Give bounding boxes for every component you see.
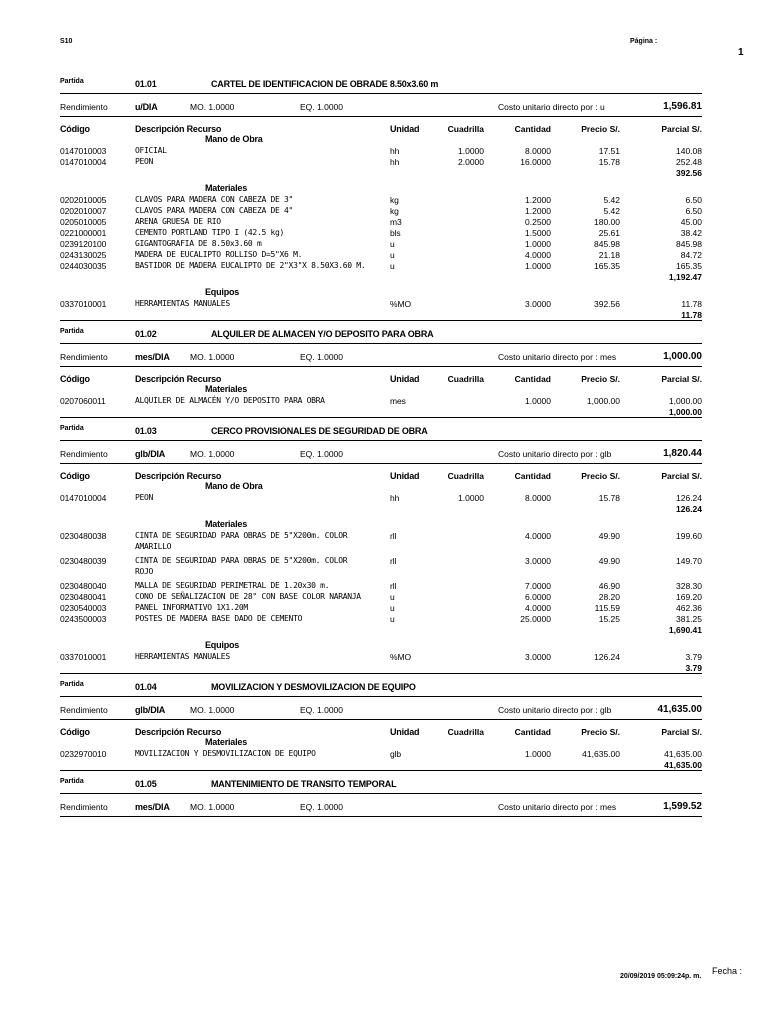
- resource-code: 0202010007: [60, 206, 107, 216]
- resource-unit: u: [390, 603, 395, 613]
- resource-description-continued: AMARILLO: [135, 542, 172, 551]
- partida-number: 01.02: [135, 329, 157, 339]
- resource-cantidad: 25.0000: [520, 614, 551, 624]
- mo-value: MO. 1.0000: [190, 705, 235, 715]
- col-codigo: Código: [60, 471, 90, 481]
- unit-cost-label: Costo unitario directo por : glb: [498, 705, 612, 715]
- resource-unit: kg: [390, 206, 399, 216]
- col-precio: Precio S/.: [581, 471, 620, 481]
- resource-precio: 5.42: [603, 195, 620, 205]
- resource-parcial: 149.70: [676, 556, 702, 566]
- partida-label: Partida: [60, 328, 84, 335]
- resource-code: 0243130025: [60, 250, 107, 260]
- resource-unit: kg: [390, 195, 399, 205]
- page-number: 1: [738, 47, 744, 58]
- group-name: Equipos: [205, 287, 240, 297]
- rendimiento-label: Rendimiento: [60, 102, 108, 112]
- resource-code: 0243500003: [60, 614, 107, 624]
- partida-separator: [60, 440, 702, 441]
- resource-parcial: 328.30: [676, 581, 702, 591]
- resource-parcial: 199.60: [676, 531, 702, 541]
- col-precio: Precio S/.: [581, 727, 620, 737]
- partida-title: CERCO PROVISIONALES DE SEGURIDAD DE OBRA: [211, 426, 428, 436]
- resource-precio: 180.00: [594, 217, 620, 227]
- group-subtotal: 11.78: [681, 310, 702, 320]
- eq-value: EQ. 1.0000: [300, 705, 344, 715]
- resource-description: PEON: [135, 493, 154, 502]
- resource-precio: 15.78: [598, 493, 620, 503]
- col-unidad: Unidad: [390, 374, 420, 384]
- group-subtotal: 126.24: [676, 504, 702, 514]
- resource-parcial: 6.50: [685, 206, 702, 216]
- resource-cuadrilla: 1.0000: [458, 493, 484, 503]
- col-cantidad: Cantidad: [514, 471, 551, 481]
- resource-cantidad: 3.0000: [525, 556, 551, 566]
- rendimiento-unit: mes/DIA: [135, 802, 170, 812]
- resource-cantidad: 4.0000: [525, 250, 551, 260]
- resource-precio: 17.51: [598, 146, 620, 156]
- resource-unit: rll: [390, 581, 397, 591]
- partida-end-separator: [60, 320, 702, 321]
- resource-cantidad: 4.0000: [525, 603, 551, 613]
- group-name: Mano de Obra: [205, 134, 263, 144]
- mo-value: MO. 1.0000: [190, 449, 235, 459]
- resource-unit: %MO: [390, 299, 411, 309]
- col-descripcion: Descripción Recurso: [135, 124, 222, 134]
- col-descripcion: Descripción Recurso: [135, 471, 222, 481]
- rendimiento-unit: glb/DIA: [135, 705, 166, 715]
- resource-code: 0244030035: [60, 261, 107, 271]
- resource-parcial: 462.36: [676, 603, 702, 613]
- page-label: Página :: [630, 38, 658, 45]
- partida-separator: [60, 343, 702, 344]
- partida-end-separator: [60, 770, 702, 771]
- resource-code: 0239120100: [60, 239, 107, 249]
- resource-code: 0207060011: [60, 396, 106, 406]
- resource-description: ARENA GRUESA DE RIO: [135, 217, 221, 226]
- resource-description: MADERA DE EUCALIPTO ROLLISO D=5"X6 M.: [135, 250, 303, 259]
- resource-cantidad: 4.0000: [525, 531, 551, 541]
- col-cuadrilla: Cuadrilla: [447, 471, 484, 481]
- resource-cantidad: 3.0000: [525, 299, 551, 309]
- resource-cantidad: 1.0000: [525, 749, 551, 759]
- resource-unit: glb: [390, 749, 402, 759]
- col-codigo: Código: [60, 727, 90, 737]
- col-unidad: Unidad: [390, 471, 420, 481]
- resource-cantidad: 8.0000: [525, 493, 551, 503]
- resource-description: CEMENTO PORTLAND TIPO I (42.5 kg): [135, 228, 285, 237]
- resource-precio: 1,000.00: [586, 396, 620, 406]
- resource-unit: rll: [390, 556, 397, 566]
- partida-separator: [60, 93, 702, 94]
- rendimiento-label: Rendimiento: [60, 352, 108, 362]
- resource-precio: 28.20: [598, 592, 620, 602]
- resource-description: HERRAMIENTAS MANUALES: [135, 299, 230, 308]
- rendimiento-unit: glb/DIA: [135, 449, 166, 459]
- partida-label: Partida: [60, 681, 84, 688]
- mo-value: MO. 1.0000: [190, 352, 235, 362]
- resource-unit: u: [390, 261, 395, 271]
- resource-code: 0205010005: [60, 217, 107, 227]
- partida-label: Partida: [60, 425, 84, 432]
- col-unidad: Unidad: [390, 124, 420, 134]
- resource-parcial: 45.00: [680, 217, 702, 227]
- resource-parcial: 845.98: [676, 239, 702, 249]
- resource-parcial: 41,635.00: [664, 749, 702, 759]
- resource-precio: 15.78: [598, 157, 620, 167]
- resource-cantidad: 0.2500: [525, 217, 551, 227]
- col-parcial: Parcial S/.: [661, 471, 702, 481]
- resource-precio: 5.42: [603, 206, 620, 216]
- resource-precio: 25.61: [598, 228, 620, 238]
- resource-cantidad: 8.0000: [525, 146, 551, 156]
- col-parcial: Parcial S/.: [661, 727, 702, 737]
- resource-parcial: 140.08: [676, 146, 702, 156]
- resource-parcial: 11.78: [681, 299, 702, 309]
- resource-precio: 15.25: [598, 614, 620, 624]
- col-descripcion: Descripción Recurso: [135, 727, 222, 737]
- resource-description: CINTA DE SEGURIDAD PARA OBRAS DE 5"X200m. COLOR: [135, 556, 348, 565]
- resource-cantidad: 7.0000: [525, 581, 551, 591]
- rendimiento-label: Rendimiento: [60, 705, 108, 715]
- unit-cost-value: 1,000.00: [663, 351, 702, 362]
- rendimiento-separator: [60, 366, 702, 367]
- resource-code: 0337010001: [60, 299, 107, 309]
- resource-code: 0230480040: [60, 581, 107, 591]
- group-name: Materiales: [205, 519, 248, 529]
- partida-title: ALQUILER DE ALMACEN Y/O DEPOSITO PARA OBRA: [211, 329, 434, 339]
- col-precio: Precio S/.: [581, 374, 620, 384]
- resource-parcial: 1,000.00: [668, 396, 702, 406]
- mo-value: MO. 1.0000: [190, 802, 235, 812]
- group-subtotal: 1,192.47: [668, 272, 702, 282]
- resource-cantidad: 1.0000: [525, 396, 551, 406]
- group-name: Mano de Obra: [205, 481, 263, 491]
- resource-description: PANEL INFORMATIVO 1X1.20M: [135, 603, 248, 612]
- resource-code: 0147010004: [60, 157, 107, 167]
- resource-cantidad: 1.5000: [525, 228, 551, 238]
- resource-description-continued: ROJO: [135, 567, 154, 576]
- resource-description: ALQUILER DE ALMACÉN Y/O DEPOSITO PARA OBRA: [135, 396, 325, 405]
- resource-precio: 49.90: [598, 531, 620, 541]
- resource-description: GIGANTOGRAFIA DE 8.50x3.60 m: [135, 239, 262, 248]
- partida-number: 01.01: [135, 79, 157, 89]
- resource-unit: hh: [390, 157, 400, 167]
- resource-unit: bls: [390, 228, 401, 238]
- resource-code: 0232970010: [60, 749, 107, 759]
- col-precio: Precio S/.: [581, 124, 620, 134]
- resource-precio: 21.18: [598, 250, 620, 260]
- unit-cost-label: Costo unitario directo por : glb: [498, 449, 612, 459]
- resource-cantidad: 16.0000: [520, 157, 551, 167]
- eq-value: EQ. 1.0000: [300, 102, 344, 112]
- col-cuadrilla: Cuadrilla: [447, 727, 484, 737]
- report-code: S10: [60, 38, 73, 45]
- resource-cantidad: 6.0000: [525, 592, 551, 602]
- resource-unit: %MO: [390, 652, 411, 662]
- partida-separator: [60, 793, 702, 794]
- resource-description: CINTA DE SEGURIDAD PARA OBRAS DE 5"X200m. COLOR: [135, 531, 348, 540]
- unit-cost-label: Costo unitario directo por : mes: [498, 352, 617, 362]
- resource-description: HERRAMIENTAS MANUALES: [135, 652, 230, 661]
- partida-label: Partida: [60, 78, 84, 85]
- partida-number: 01.03: [135, 426, 157, 436]
- resource-precio: 49.90: [598, 556, 620, 566]
- resource-code: 0337010001: [60, 652, 107, 662]
- resource-code: 0202010005: [60, 195, 107, 205]
- rendimiento-unit: mes/DIA: [135, 352, 170, 362]
- resource-precio: 165.35: [594, 261, 620, 271]
- resource-description: MOVILIZACION Y DESMOVILIZACION DE EQUIPO: [135, 749, 316, 758]
- resource-precio: 46.90: [598, 581, 620, 591]
- resource-cantidad: 1.0000: [525, 261, 551, 271]
- col-parcial: Parcial S/.: [661, 374, 702, 384]
- partida-label: Partida: [60, 778, 84, 785]
- resource-cantidad: 1.0000: [525, 239, 551, 249]
- col-cantidad: Cantidad: [514, 124, 551, 134]
- resource-description: PEON: [135, 157, 154, 166]
- resource-unit: mes: [390, 396, 406, 406]
- resource-code: 0230540003: [60, 603, 107, 613]
- resource-parcial: 169.20: [676, 592, 702, 602]
- resource-cantidad: 3.0000: [525, 652, 551, 662]
- resource-cuadrilla: 2.0000: [458, 157, 484, 167]
- resource-parcial: 84.72: [680, 250, 702, 260]
- group-name: Materiales: [205, 183, 248, 193]
- print-timestamp: 20/09/2019 05:09:24p. m.: [620, 973, 702, 980]
- resource-code: 0147010004: [60, 493, 107, 503]
- resource-description: POSTES DE MADERA BASE DADO DE CEMENTO: [135, 614, 303, 623]
- resource-description: CLAVOS PARA MADERA CON CABEZA DE 4": [135, 206, 294, 215]
- partida-end-separator: [60, 417, 702, 418]
- resource-unit: u: [390, 250, 395, 260]
- col-parcial: Parcial S/.: [661, 124, 702, 134]
- group-subtotal: 1,000.00: [668, 407, 702, 417]
- group-subtotal: 3.79: [685, 663, 702, 673]
- resource-parcial: 3.79: [685, 652, 702, 662]
- rendimiento-separator: [60, 463, 702, 464]
- unit-cost-value: 1,599.52: [663, 801, 702, 812]
- resource-unit: hh: [390, 146, 400, 156]
- partida-title: MOVILIZACION Y DESMOVILIZACION DE EQUIPO: [211, 682, 416, 692]
- resource-precio: 126.24: [594, 652, 620, 662]
- date-label: Fecha :: [712, 966, 743, 976]
- resource-code: 0230480041: [60, 592, 107, 602]
- group-name: Materiales: [205, 384, 248, 394]
- resource-unit: rll: [390, 531, 397, 541]
- partida-number: 01.04: [135, 682, 157, 692]
- rendimiento-separator: [60, 816, 702, 817]
- partida-title: CARTEL DE IDENTIFICACION DE OBRADE 8.50x3.60 m: [211, 79, 439, 89]
- partida-end-separator: [60, 673, 702, 674]
- resource-precio: 392.56: [594, 299, 620, 309]
- col-cuadrilla: Cuadrilla: [447, 124, 484, 134]
- partida-separator: [60, 696, 702, 697]
- group-subtotal: 392.56: [676, 168, 702, 178]
- resource-code: 0147010003: [60, 146, 107, 156]
- resource-precio: 115.59: [594, 603, 620, 613]
- resource-cuadrilla: 1.0000: [458, 146, 484, 156]
- resource-unit: hh: [390, 493, 400, 503]
- resource-code: 0221000001: [60, 228, 107, 238]
- resource-code: 0230480039: [60, 556, 107, 566]
- mo-value: MO. 1.0000: [190, 102, 235, 112]
- resource-description: MALLA DE SEGURIDAD PERIMETRAL DE 1.20x30 m.: [135, 581, 330, 590]
- resource-cantidad: 1.2000: [525, 195, 551, 205]
- col-codigo: Código: [60, 374, 90, 384]
- eq-value: EQ. 1.0000: [300, 352, 344, 362]
- resource-parcial: 6.50: [685, 195, 702, 205]
- rendimiento-separator: [60, 116, 702, 117]
- resource-unit: m3: [390, 217, 402, 227]
- group-name: Equipos: [205, 640, 240, 650]
- resource-parcial: 126.24: [676, 493, 702, 503]
- resource-unit: u: [390, 239, 395, 249]
- resource-parcial: 165.35: [676, 261, 702, 271]
- unit-cost-value: 41,635.00: [657, 704, 702, 715]
- resource-parcial: 38.42: [680, 228, 702, 238]
- partida-title: MANTENIMIENTO DE TRANSITO TEMPORAL: [211, 779, 397, 789]
- unit-cost-label: Costo unitario directo por : mes: [498, 802, 617, 812]
- resource-code: 0230480038: [60, 531, 107, 541]
- col-cantidad: Cantidad: [514, 374, 551, 384]
- unit-cost-value: 1,820.44: [663, 448, 702, 459]
- eq-value: EQ. 1.0000: [300, 802, 344, 812]
- resource-unit: u: [390, 592, 395, 602]
- col-cuadrilla: Cuadrilla: [447, 374, 484, 384]
- eq-value: EQ. 1.0000: [300, 449, 344, 459]
- rendimiento-label: Rendimiento: [60, 449, 108, 459]
- partida-number: 01.05: [135, 779, 157, 789]
- resource-description: CLAVOS PARA MADERA CON CABEZA DE 3": [135, 195, 294, 204]
- resource-description: CONO DE SEÑALIZACION DE 28" CON BASE COLOR NARANJA: [135, 592, 361, 601]
- resource-description: OFICIAL: [135, 146, 167, 155]
- col-unidad: Unidad: [390, 727, 420, 737]
- unit-cost-value: 1,596.81: [663, 101, 702, 112]
- unit-cost-label: Costo unitario directo por : u: [498, 102, 605, 112]
- resource-parcial: 252.48: [676, 157, 702, 167]
- col-descripcion: Descripción Recurso: [135, 374, 222, 384]
- resource-precio: 41,635.00: [582, 749, 620, 759]
- resource-description: BASTIDOR DE MADERA EUCALIPTO DE 2"X3"X 8.50X3.60 M.: [135, 261, 366, 270]
- resource-precio: 845.98: [594, 239, 620, 249]
- group-name: Materiales: [205, 737, 248, 747]
- group-subtotal: 41,635.00: [664, 760, 702, 770]
- resource-unit: u: [390, 614, 395, 624]
- col-cantidad: Cantidad: [514, 727, 551, 737]
- rendimiento-label: Rendimiento: [60, 802, 108, 812]
- resource-parcial: 381.25: [676, 614, 702, 624]
- resource-cantidad: 1.2000: [525, 206, 551, 216]
- rendimiento-separator: [60, 719, 702, 720]
- rendimiento-unit: u/DIA: [135, 102, 158, 112]
- group-subtotal: 1,690.41: [668, 625, 702, 635]
- col-codigo: Código: [60, 124, 90, 134]
